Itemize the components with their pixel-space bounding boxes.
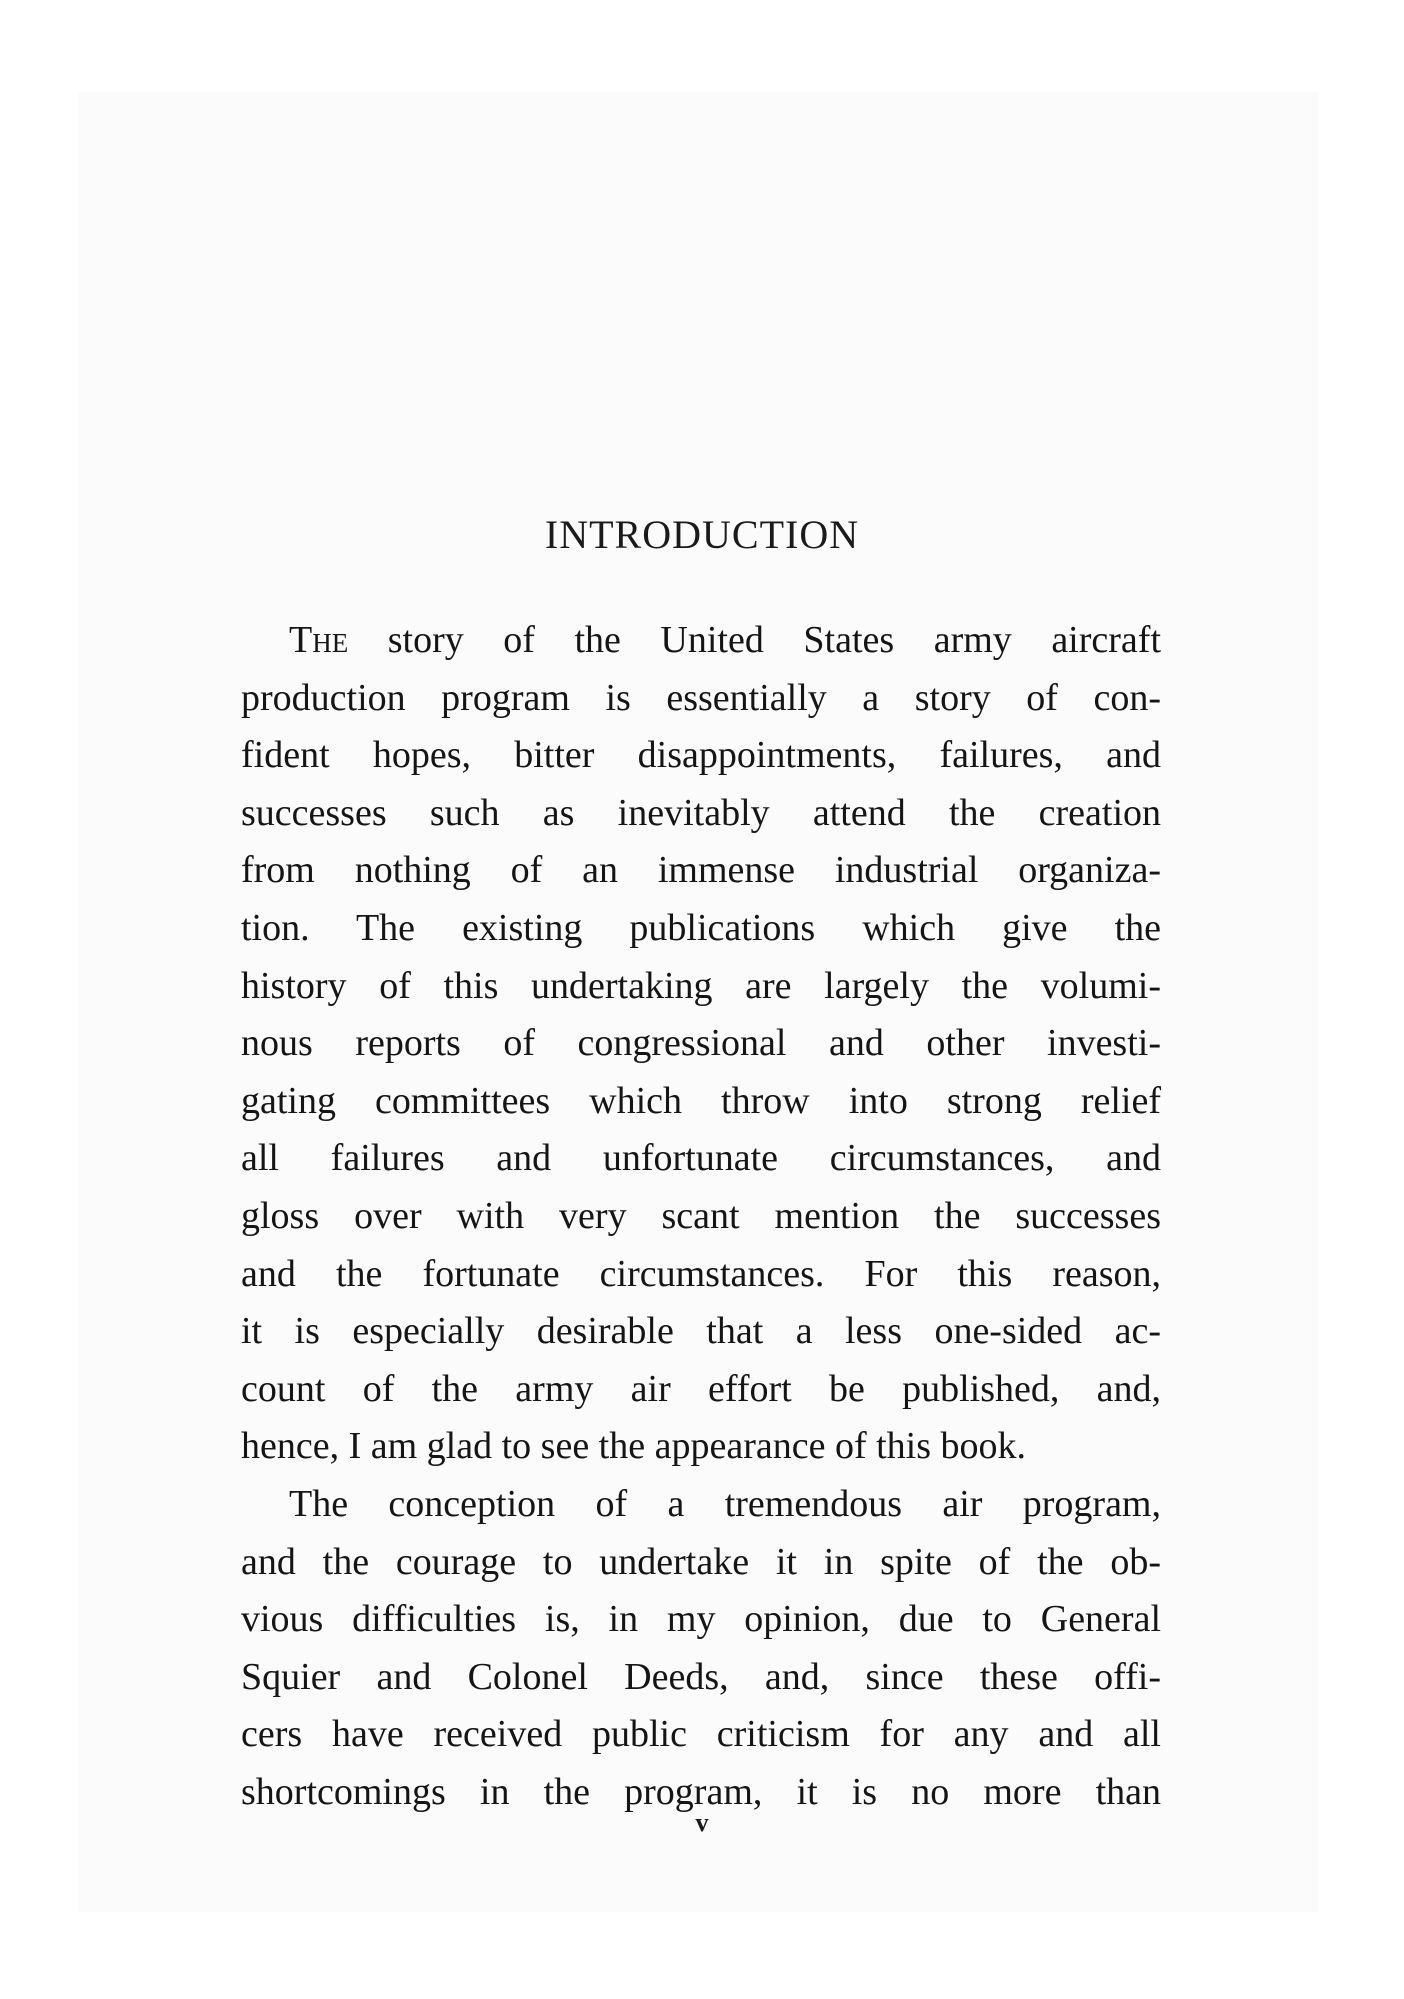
paragraph-1-line: gloss over with very scant mention the successes <box>241 1194 1161 1237</box>
paragraph-1-line: successes such as inevitably attend the creation <box>241 791 1161 834</box>
paragraph-2-line: shortcomings in the program, it is no more than <box>241 1770 1161 1813</box>
paragraph-1-line: gating committees which throw into strong relief <box>241 1079 1161 1122</box>
paragraph-2-line: and the courage to undertake it in spite of the ob- <box>241 1540 1161 1583</box>
paragraph-1-line-1 <box>241 612 1161 670</box>
paragraph-2-line: The conception of a tremendous air program, <box>289 1482 1161 1525</box>
page-number: v <box>695 1808 709 1837</box>
paragraph-1-line: it is especially desirable that a less one-sided ac- <box>241 1310 1161 1353</box>
paragraph-1-line: hence, I am glad to see the appearance of this book. <box>241 1425 1027 1468</box>
paragraph-2-line: Squier and Colonel Deeds, and, since these offi- <box>241 1655 1161 1698</box>
paragraph-2-line: vious difficulties is, in my opinion, due to General <box>241 1598 1161 1641</box>
paragraph-1-line: history of this undertaking are largely the volumi- <box>241 964 1161 1007</box>
paragraph-1-line: fident hopes, bitter disappointments, failures, and <box>241 734 1161 777</box>
paragraph-1-line: tion. The existing publications which give the <box>241 906 1161 949</box>
chapter-heading: INTRODUCTION <box>544 512 860 557</box>
drop-word: The <box>289 619 349 661</box>
paragraph-1-line: from nothing of an immense industrial organiza- <box>241 849 1161 892</box>
paragraph-1-line: all failures and unfortunate circumstances, and <box>241 1137 1161 1180</box>
body-text <box>241 612 1161 1821</box>
paragraph-1-line: count of the army air effort be published, and, <box>241 1367 1161 1410</box>
paragraph-1-line: and the fortunate circumstances. For this reason, <box>241 1252 1161 1295</box>
paragraph-2-line: cers have received public criticism for any and all <box>241 1713 1161 1756</box>
line-text: story of the United States army aircraft <box>348 619 1161 661</box>
paragraph-1-line: production program is essentially a story of con- <box>241 676 1161 719</box>
paragraph-1-line: nous reports of congressional and other investi- <box>241 1022 1161 1065</box>
